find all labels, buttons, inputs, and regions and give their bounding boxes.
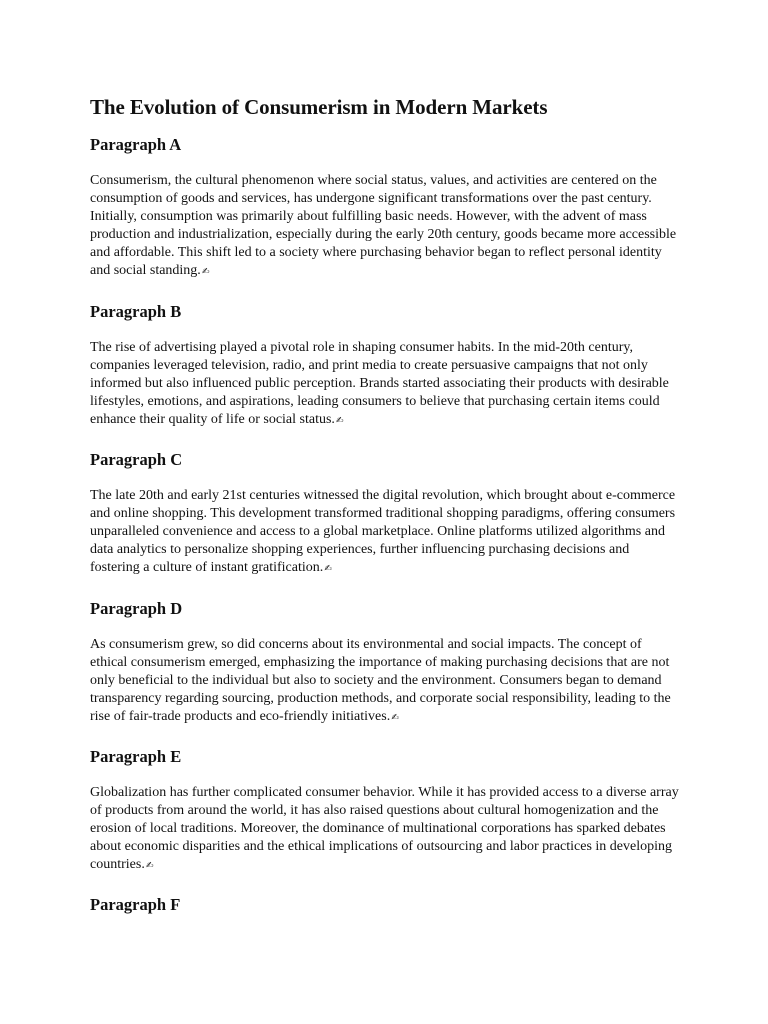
section-body [90, 636, 682, 727]
edit-mark-icon: ✍ [201, 267, 210, 278]
edit-mark-icon: ✍ [324, 564, 332, 575]
section-body [90, 784, 682, 875]
section-heading: Paragraph B [90, 301, 182, 321]
section-heading: Paragraph A [90, 135, 182, 154]
section-paragraph-c [90, 449, 682, 578]
section-paragraph-f [90, 894, 682, 916]
section-text: As consumerism grew, so did concerns about its environmental and social impacts. The concept of ethical consumerism emerged, emphasizing the importance of making purchasing decisions that are not only beneficial to the individual but also to society and the environment. Consumers began to demand transparency regarding sourcing, production methods, and corporate social responsibility, leading to the rise of fair-trade products and eco-friendly initiatives. [90, 636, 671, 724]
section-body [90, 487, 682, 578]
document-title: The Evolution of Consumerism in Modern Markets [90, 95, 548, 119]
section-heading: Paragraph D [90, 598, 183, 618]
section-text: The late 20th and early 21st centuries witnessed the digital revolution, which brought about e-commerce and online shopping. This development transformed traditional shopping paradigms, offering consumers unparalleled convenience and access to a global marketplace. Online platforms utilized algorithms and data analytics to personalize shopping experiences, further influencing purchasing decisions and fostering a culture of instant gratification. [90, 488, 676, 576]
section-body [90, 172, 682, 282]
section-paragraph-a [90, 134, 682, 282]
section-text: Globalization has further complicated consumer behavior. While it has provided access to a diverse array of products from around the world, it has also raised questions about cultural homogenization and the erosion of local traditions. Moreover, the dominance of multinational corporations has sparked debates about economic disparities and the ethical implications of outsourcing and labor practices in developing countries. [90, 784, 679, 873]
edit-mark-icon: ✍ [145, 861, 154, 872]
section-heading: Paragraph F [90, 895, 181, 915]
section-paragraph-d [90, 598, 682, 727]
section-body [90, 339, 682, 430]
document-page [90, 92, 682, 932]
section-text: Consumerism, the cultural phenomenon where social status, values, and activities are centered on the consumption of goods and services, has undergone significant transformations over the past century. Initially, consumption was primarily about fulfilling basic needs. However, with the advent of mass production and industrialization, especially during the early 20th century, goods became more accessible and affordable. This shift led to a society where purchasing behavior began to reflect personal identity and social standing. [90, 173, 677, 279]
section-paragraph-b [90, 301, 682, 430]
section-text: The rise of advertising played a pivotal role in shaping consumer habits. In the mid-20th century, companies leveraged television, radio, and print media to create persuasive campaigns that not only informed but also influenced public perception. Brands started associating their products with desirable lifestyles, emotions, and aspirations, leading consumers to believe that purchasing certain items could enhance their quality of life or social status. [90, 339, 669, 427]
edit-mark-icon: ✍ [335, 415, 344, 426]
section-heading: Paragraph C [90, 450, 183, 470]
section-paragraph-e [90, 746, 682, 875]
section-heading: Paragraph E [90, 746, 182, 766]
edit-mark-icon: ✍ [391, 712, 399, 723]
